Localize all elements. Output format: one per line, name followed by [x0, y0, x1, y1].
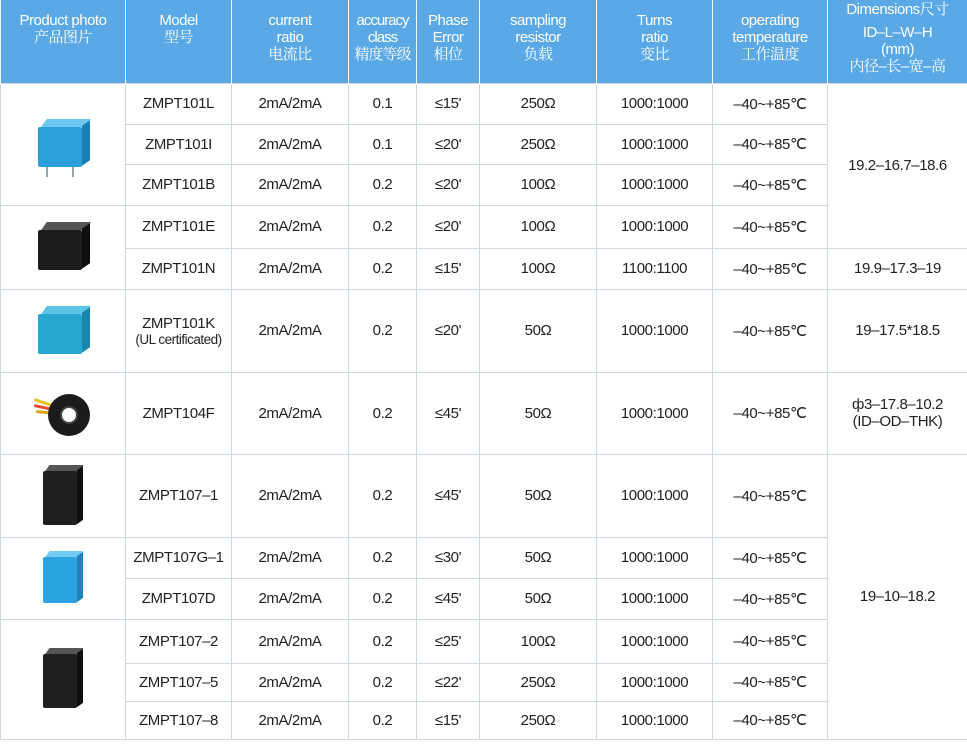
- table-row: [1, 619, 967, 663]
- header-turns-ratio: Turns ratio 变比: [597, 0, 713, 83]
- model-name: ZMPT101K: [142, 314, 215, 332]
- table-row: [1, 372, 967, 454]
- turns-ratio-cell: 1000:1000: [597, 537, 713, 578]
- current-ratio-cell: 2mA/2mA: [232, 619, 349, 663]
- table-row: [1, 248, 967, 289]
- temperature-cell: –40~+85℃: [713, 454, 828, 537]
- temperature-cell: –40~+85℃: [713, 248, 828, 289]
- black-transformer-icon: [38, 222, 88, 272]
- phase-error-cell: ≤15': [417, 83, 480, 124]
- current-ratio-cell: 2mA/2mA: [232, 372, 349, 454]
- model-cell: ZMPT104F: [126, 372, 232, 454]
- model-cell: ZMPT107–8: [126, 701, 232, 739]
- current-ratio-cell: 2mA/2mA: [232, 248, 349, 289]
- temperature-cell: –40~+85℃: [713, 578, 828, 619]
- header-row: [1, 0, 967, 83]
- photo-cell: [1, 83, 126, 205]
- accuracy-cell: 0.1: [349, 83, 417, 124]
- resistor-cell: 50Ω: [480, 454, 597, 537]
- current-ratio-cell: 2mA/2mA: [232, 164, 349, 205]
- model-cell: ZMPT101I: [126, 124, 232, 164]
- temperature-cell: –40~+85℃: [713, 372, 828, 454]
- phase-error-cell: ≤22': [417, 663, 480, 701]
- accuracy-cell: 0.2: [349, 164, 417, 205]
- temperature-cell: –40~+85℃: [713, 83, 828, 124]
- resistor-cell: 50Ω: [480, 372, 597, 454]
- resistor-cell: 100Ω: [480, 248, 597, 289]
- current-ratio-cell: 2mA/2mA: [232, 663, 349, 701]
- accuracy-cell: 0.2: [349, 205, 417, 248]
- blue-pcb-transformer-icon: [43, 551, 83, 605]
- table-row: [1, 205, 967, 248]
- photo-cell: [1, 372, 126, 454]
- phase-error-cell: ≤20': [417, 289, 480, 372]
- resistor-cell: 250Ω: [480, 663, 597, 701]
- header-phase-error: Phase Error 相位: [417, 0, 480, 83]
- table-row: [1, 124, 967, 164]
- model-cell: ZMPT107G–1: [126, 537, 232, 578]
- temperature-cell: –40~+85℃: [713, 701, 828, 739]
- header-accuracy-class: accuracy class 精度等级: [349, 0, 417, 83]
- temperature-cell: –40~+85℃: [713, 537, 828, 578]
- header-model: Model 型号: [126, 0, 232, 83]
- temperature-cell: –40~+85℃: [713, 205, 828, 248]
- turns-ratio-cell: 1000:1000: [597, 205, 713, 248]
- model-certification: (UL certificated): [135, 331, 222, 347]
- table-row: [1, 578, 967, 619]
- table-row: [1, 289, 967, 372]
- table-row: [1, 663, 967, 701]
- model-cell: ZMPT101B: [126, 164, 232, 205]
- teal-transformer-icon: [38, 306, 88, 356]
- accuracy-cell: 0.2: [349, 454, 417, 537]
- blue-transformer-icon: [38, 119, 88, 169]
- model-cell: ZMPT107–2: [126, 619, 232, 663]
- phase-error-cell: ≤45': [417, 578, 480, 619]
- ring-transformer-icon: [34, 384, 92, 442]
- model-cell: ZMPT107–1: [126, 454, 232, 537]
- current-ratio-cell: 2mA/2mA: [232, 205, 349, 248]
- temperature-cell: –40~+85℃: [713, 164, 828, 205]
- resistor-cell: 50Ω: [480, 289, 597, 372]
- phase-error-cell: ≤25': [417, 619, 480, 663]
- dimensions-cell: [828, 372, 967, 454]
- photo-cell: [1, 205, 126, 289]
- black-pcb-transformer-icon: [43, 648, 83, 710]
- phase-error-cell: ≤30': [417, 537, 480, 578]
- turns-ratio-cell: 1000:1000: [597, 578, 713, 619]
- model-cell: ZMPT101L: [126, 83, 232, 124]
- table-row: [1, 537, 967, 578]
- phase-error-cell: ≤15': [417, 248, 480, 289]
- temperature-cell: –40~+85℃: [713, 289, 828, 372]
- header-dimensions: Dimensions尺寸 ID–L–W–H (mm) 内径–长–宽–高: [828, 0, 967, 83]
- accuracy-cell: 0.2: [349, 372, 417, 454]
- current-ratio-cell: 2mA/2mA: [232, 578, 349, 619]
- model-cell: [126, 289, 232, 372]
- current-ratio-cell: 2mA/2mA: [232, 537, 349, 578]
- photo-cell: [1, 289, 126, 372]
- current-ratio-cell: 2mA/2mA: [232, 289, 349, 372]
- current-ratio-cell: 2mA/2mA: [232, 83, 349, 124]
- resistor-cell: 50Ω: [480, 578, 597, 619]
- accuracy-cell: 0.2: [349, 578, 417, 619]
- turns-ratio-cell: 1000:1000: [597, 701, 713, 739]
- turns-ratio-cell: 1000:1000: [597, 83, 713, 124]
- accuracy-cell: 0.2: [349, 701, 417, 739]
- dimensions-cell: 19–10–18.2: [828, 454, 967, 739]
- phase-error-cell: ≤45': [417, 454, 480, 537]
- temperature-cell: –40~+85℃: [713, 619, 828, 663]
- header-current-ratio: current ratio 电流比: [232, 0, 349, 83]
- model-cell: ZMPT101E: [126, 205, 232, 248]
- resistor-cell: 100Ω: [480, 164, 597, 205]
- turns-ratio-cell: 1000:1000: [597, 619, 713, 663]
- resistor-cell: 250Ω: [480, 701, 597, 739]
- temperature-cell: –40~+85℃: [713, 663, 828, 701]
- resistor-cell: 250Ω: [480, 83, 597, 124]
- accuracy-cell: 0.2: [349, 248, 417, 289]
- temperature-cell: –40~+85℃: [713, 124, 828, 164]
- resistor-cell: 50Ω: [480, 537, 597, 578]
- turns-ratio-cell: 1100:1100: [597, 248, 713, 289]
- accuracy-cell: 0.2: [349, 619, 417, 663]
- phase-error-cell: ≤20': [417, 205, 480, 248]
- resistor-cell: 250Ω: [480, 124, 597, 164]
- phase-error-cell: ≤15': [417, 701, 480, 739]
- black-pcb-transformer-icon: [43, 465, 83, 527]
- dimensions-cell: 19.2–16.7–18.6: [828, 83, 967, 248]
- current-ratio-cell: 2mA/2mA: [232, 701, 349, 739]
- phase-error-cell: ≤45': [417, 372, 480, 454]
- dimensions-note: (ID–OD–THK): [852, 413, 943, 430]
- model-cell: ZMPT101N: [126, 248, 232, 289]
- table-row: [1, 701, 967, 739]
- table-row: [1, 454, 967, 537]
- resistor-cell: 100Ω: [480, 619, 597, 663]
- accuracy-cell: 0.2: [349, 663, 417, 701]
- dimensions-line: ф3–17.8–10.2: [852, 396, 943, 413]
- dimensions-cell: 19–17.5*18.5: [828, 289, 967, 372]
- photo-cell: [1, 619, 126, 739]
- resistor-cell: 100Ω: [480, 205, 597, 248]
- phase-error-cell: ≤20': [417, 124, 480, 164]
- turns-ratio-cell: 1000:1000: [597, 289, 713, 372]
- dimensions-cell: 19.9–17.3–19: [828, 248, 967, 289]
- turns-ratio-cell: 1000:1000: [597, 454, 713, 537]
- accuracy-cell: 0.2: [349, 289, 417, 372]
- turns-ratio-cell: 1000:1000: [597, 124, 713, 164]
- header-photo: Product photo 产品图片: [1, 0, 126, 83]
- phase-error-cell: ≤20': [417, 164, 480, 205]
- turns-ratio-cell: 1000:1000: [597, 164, 713, 205]
- turns-ratio-cell: 1000:1000: [597, 663, 713, 701]
- current-ratio-cell: 2mA/2mA: [232, 124, 349, 164]
- table-row: [1, 164, 967, 205]
- header-sampling-resistor: sampling resistor 负载: [480, 0, 597, 83]
- model-cell: ZMPT107–5: [126, 663, 232, 701]
- turns-ratio-cell: 1000:1000: [597, 372, 713, 454]
- current-ratio-cell: 2mA/2mA: [232, 454, 349, 537]
- accuracy-cell: 0.2: [349, 537, 417, 578]
- model-cell: ZMPT107D: [126, 578, 232, 619]
- header-operating-temperature: operating temperature 工作温度: [713, 0, 828, 83]
- photo-cell: [1, 537, 126, 619]
- accuracy-cell: 0.1: [349, 124, 417, 164]
- photo-cell: [1, 454, 126, 537]
- table-row: [1, 83, 967, 124]
